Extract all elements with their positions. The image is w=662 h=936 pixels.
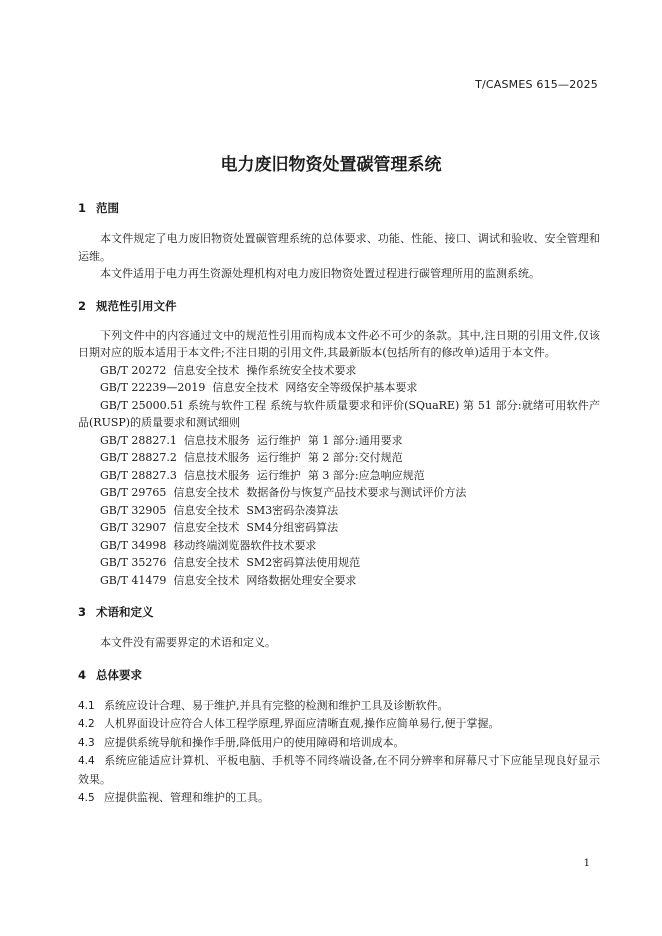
reference-item: GB/T 28827.2 信息技术服务 运行维护 第 2 部分:交付规范 <box>100 451 403 464</box>
reference-item: GB/T 25000.51 系统与软件工程 系统与软件质量要求和评价(SQuaRE) 第 51 部分:就绪可用软件产品(RUSP)的质量要求和测试细则 <box>78 398 600 429</box>
requirement-number: 4.2 <box>78 718 95 730</box>
standard-number: T/CASMES 615—2025 <box>475 78 598 91</box>
normative-refs-intro: 下列文件中的内容通过文中的规范性引用而构成本文件必不可少的条款。其中,注日期的引用文件,仅该日期对应的版本适用于本文件;不注日期的引用文件,其最新版本(包括所有的修改单)适用于本文件。 <box>78 328 600 359</box>
requirement-text: 人机界面设计应符合人体工程学原理,界面应清晰直观,操作应简单易行,便于掌握。 <box>104 717 500 730</box>
reference-item: GB/T 28827.3 信息技术服务 运行维护 第 3 部分:应急响应规范 <box>100 468 425 482</box>
section-number: 3 <box>78 605 87 619</box>
section-title: 规范性引用文件 <box>96 298 177 313</box>
requirement-text: 应提供系统导航和操作手册,降低用户的使用障碍和培训成本。 <box>104 735 405 749</box>
scope-paragraph: 本文件适用于电力再生资源处理机构对电力废旧物资处置过程进行碳管理所用的监测系统。 <box>100 267 540 280</box>
reference-item: GB/T 41479 信息安全技术 网络数据处理安全要求 <box>100 573 357 587</box>
section-heading-normative-refs <box>78 298 600 315</box>
requirement-item <box>78 752 600 789</box>
reference-item: GB/T 34998 移动终端浏览器软件技术要求 <box>100 538 317 552</box>
reference-item: GB/T 28827.1 信息技术服务 运行维护 第 1 部分:通用要求 <box>100 433 403 447</box>
requirement-text: 应提供监视、管理和维护的工具。 <box>104 791 269 804</box>
reference-item: GB/T 20272 信息安全技术 操作系统安全技术要求 <box>100 363 357 377</box>
requirement-text: 系统应能适应计算机、平板电脑、手机等不同终端设备,在不同分辨率和屏幕尺寸下应能呈现良好显示效果。 <box>78 754 600 786</box>
requirement-number: 4.5 <box>78 792 95 804</box>
page-number: 1 <box>583 858 590 869</box>
section-title: 术语和定义 <box>96 605 154 619</box>
reference-item: GB/T 35276 信息安全技术 SM2密码算法使用规范 <box>100 556 361 569</box>
requirement-item <box>78 697 600 716</box>
scope-paragraph: 本文件规定了电力废旧物资处置碳管理系统的总体要求、功能、性能、接口、调试和验收、安全管理和运维。 <box>78 232 600 263</box>
reference-item: GB/T 32905 信息安全技术 SM3密码杂凑算法 <box>100 503 339 517</box>
reference-item: GB/T 32907 信息安全技术 SM4分组密码算法 <box>100 521 339 534</box>
document-body <box>78 200 600 808</box>
requirement-number: 4.3 <box>78 736 95 749</box>
requirement-number: 4.4 <box>78 755 95 767</box>
terms-paragraph: 本文件没有需要界定的术语和定义。 <box>100 636 276 649</box>
requirement-item <box>78 789 600 808</box>
requirement-text: 系统应设计合理、易于维护,并具有完整的检测和维护工具及诊断软件。 <box>104 698 449 712</box>
section-heading-general <box>78 667 600 684</box>
section-heading-terms <box>78 604 600 621</box>
section-title: 总体要求 <box>96 667 142 682</box>
section-number: 2 <box>78 298 87 313</box>
section-heading-scope <box>78 200 600 217</box>
document-title: 电力废旧物资处置碳管理系统 <box>220 155 442 175</box>
requirement-item <box>78 715 600 734</box>
reference-item: GB/T 22239—2019 信息安全技术 网络安全等级保护基本要求 <box>100 381 418 394</box>
section-number: 4 <box>78 667 87 682</box>
requirement-item <box>78 734 600 753</box>
requirement-number: 4.1 <box>78 699 95 712</box>
section-title: 范围 <box>96 201 119 215</box>
reference-item: GB/T 29765 信息安全技术 数据备份与恢复产品技术要求与测试评价方法 <box>100 486 467 499</box>
section-number: 1 <box>78 201 87 215</box>
